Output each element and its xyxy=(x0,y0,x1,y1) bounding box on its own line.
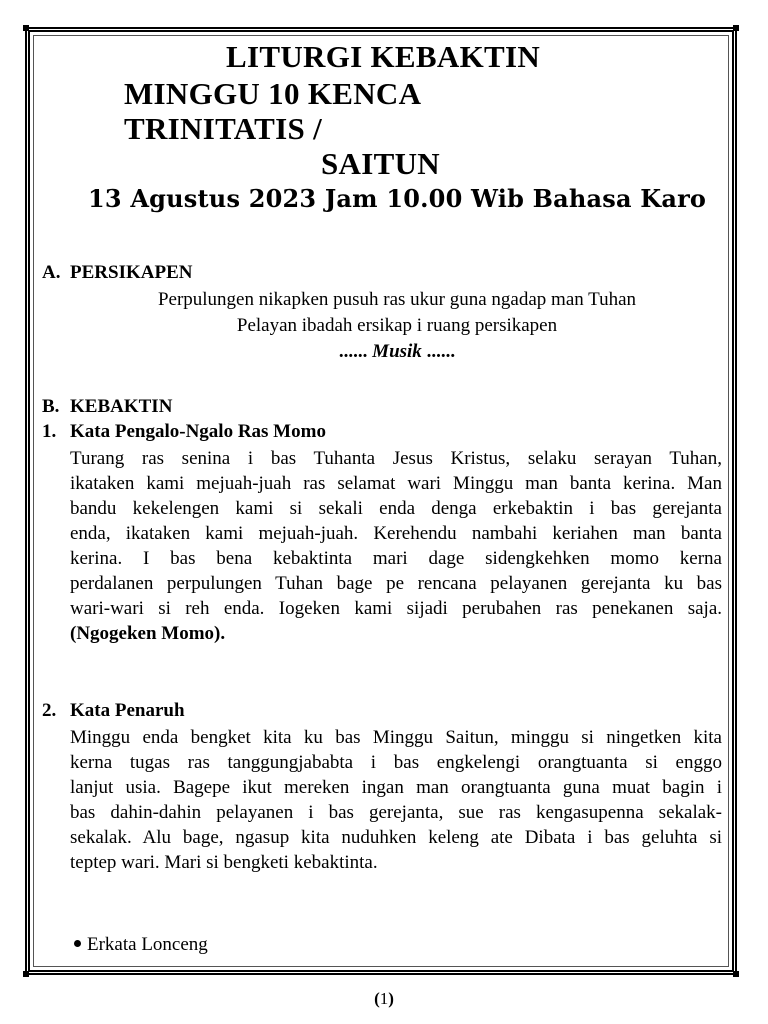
document-title-line-4: SAITUN xyxy=(321,146,440,181)
border-corner xyxy=(23,971,29,977)
section-a-title: PERSIKAPEN xyxy=(70,262,193,283)
paragraph-line: Minggu enda bengket kita ku bas Minggu Saitun, minggu si ningetken kita xyxy=(70,727,722,748)
paragraph-line: perdalanen perpulungen Tuhan bage pe rencana pelayanen gerejanta ku bas xyxy=(70,573,722,594)
paragraph-line: wari-wari si reh enda. Iogeken kami sijadi perubahen ras penekanen saja. xyxy=(70,598,722,619)
paragraph-line: Turang ras senina i bas Tuhanta Jesus Kristus, selaku serayan Tuhan, xyxy=(70,448,722,469)
service-date: 13 Agustus 2023 Jam 10.00 Wib Bahasa Karo xyxy=(88,184,707,213)
item-1-closing: (Ngogeken Momo). xyxy=(70,623,226,644)
item-2-paragraph xyxy=(70,725,722,875)
section-a-marker: A. xyxy=(42,262,61,283)
paragraph-line: bas dahin-dahin pelayanen i bas gerejanta, sue ras kengasupenna sekalak- xyxy=(70,802,722,823)
document-title-line-3: TRINITATIS / xyxy=(124,111,322,146)
music-cue-suffix: ...... xyxy=(421,341,456,362)
page-number xyxy=(0,988,768,1010)
item-1-paragraph xyxy=(70,446,722,646)
section-b-marker: B. xyxy=(42,396,60,417)
music-cue-prefix: ...... xyxy=(338,341,373,362)
page-number-close-paren: ) xyxy=(388,989,394,1008)
paragraph-line: sekalak. Alu bage, ngasup kita nuduhken keleng ate Dibata i bas geluhta si xyxy=(70,827,722,848)
paragraph-line: bandu kekelengen kami si sekali enda denga erkebaktin i bas gerejanta xyxy=(70,498,722,519)
section-a-heading xyxy=(42,261,192,285)
music-cue-word: Musik xyxy=(372,341,422,362)
page-number-open-paren: ( xyxy=(374,989,380,1008)
paragraph-line: teptep wari. Mari si bengketi kebaktinta. xyxy=(70,852,378,873)
item-1-title: Kata Pengalo-Ngalo Ras Momo xyxy=(70,421,326,442)
paragraph-line: kerina. I bas bena kebaktinta mari dage sidengkehken momo kerna xyxy=(70,548,722,569)
item-2-title: Kata Penaruh xyxy=(70,700,185,721)
paragraph-line: enda, ikataken kami mejuah-juah. Kerehendu nambahi keriahen man banta xyxy=(70,523,722,544)
page-number-value: 1 xyxy=(379,989,389,1008)
item-1-heading xyxy=(42,420,326,444)
paragraph-line: lanjut usia. Bagepe ikut mereken ingan man orangtuanta guna muat bagin i xyxy=(70,777,722,798)
bullet-text: Erkata Lonceng xyxy=(87,934,208,955)
section-a-line-1: Perpulungen nikapken pusuh ras ukur guna ngadap man Tuhan xyxy=(157,289,637,310)
border-corner xyxy=(733,25,739,31)
document-title-line-1: LITURGI KEBAKTIN xyxy=(226,39,541,74)
border-corner xyxy=(733,971,739,977)
item-2-heading xyxy=(42,699,185,723)
section-b-heading xyxy=(42,395,172,419)
section-b-title: KEBAKTIN xyxy=(70,396,173,417)
item-1-number: 1. xyxy=(42,421,57,442)
item-2-number: 2. xyxy=(42,700,57,721)
paragraph-line: ikataken kami mejuah-juah ras selamat wari Minggu man banta kerina. Man xyxy=(70,473,722,494)
bullet-icon xyxy=(74,940,81,947)
bullet-item xyxy=(74,933,208,957)
section-a-line-2: Pelayan ibadah ersikap i ruang persikapen xyxy=(236,315,558,336)
border-corner xyxy=(23,25,29,31)
music-cue xyxy=(32,339,762,364)
document-title-line-2: MINGGU 10 KENCA xyxy=(124,76,422,111)
paragraph-line: kerna tugas ras tanggungjababta i bas engkelengi orangtuanta si enggo xyxy=(70,752,722,773)
